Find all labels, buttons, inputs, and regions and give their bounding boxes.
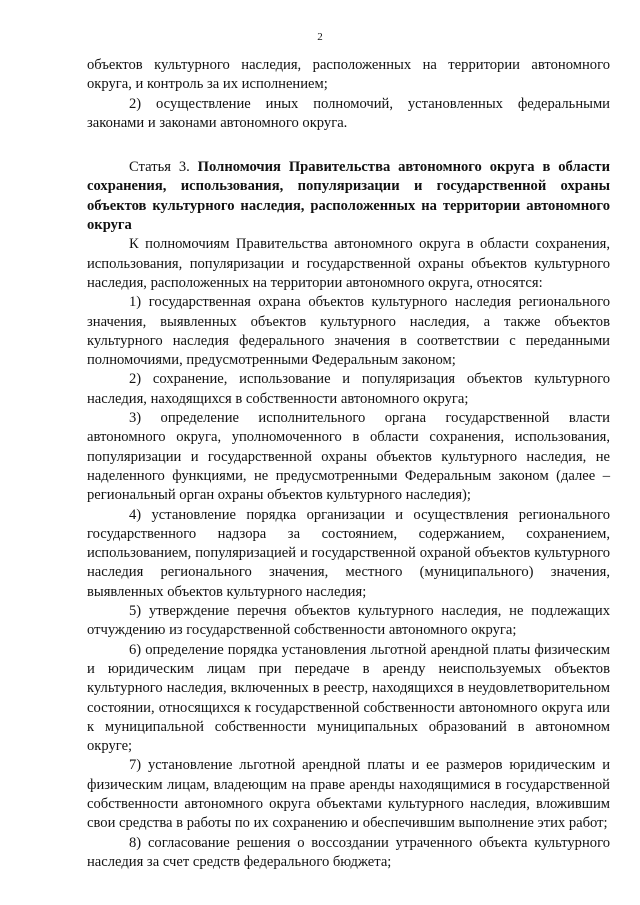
article-item-2: 2) сохранение, использование и популяризация объектов культурного наследия, находящихся в собственности автономного округа; <box>87 371 610 407</box>
article-item-5: 5) утверждение перечня объектов культурного наследия, не подлежащих отчуждению из государственной собственности автономного округа; <box>87 603 610 639</box>
paragraph-continuation: объектов культурного наследия, расположенных на территории автономного округа, и контроль за их исполнением; <box>87 57 610 93</box>
article-item-6: 6) определение порядка установления льготной арендной платы физическим и юридическим лицам при передаче в аренду неиспользуемых объектов культурного наследия, включенных в реестр, находящихся в неудовлетворительном состоянии, относящихся к государственной собственности автономного округа или к муниципальной собственности муниципальных образований в автономном округе; <box>87 641 610 755</box>
page-number: 2 <box>317 31 323 43</box>
article-item-1: 1) государственная охрана объектов культурного наследия регионального значения, выявленных объектов культурного наследия, а также объектов культурного наследия федерального значения в соответствии с переданными полномочиями, предусмотренными Федеральным законом; <box>87 294 610 369</box>
article-item-3: 3) определение исполнительного органа государственной власти автономного округа, уполномоченного в области сохранения, использования, популяризации и государственной охраны объектов культурного наследия, не наделенного функциями, не предусмотренными Федеральным законом (далее – региональный орган охраны объектов культурного наследия); <box>87 410 610 504</box>
article-item-4: 4) установление порядка организации и осуществления регионального государственного надзора за состоянием, содержанием, сохранением, использованием, популяризацией и государственной охраной объектов культурного наследия регионального значения, местного (муниципального) значения, выявленных объектов культурного наследия; <box>87 506 610 600</box>
article-item-7: 7) установление льготной арендной платы и ее размеров юридическим и физическим лицам, владеющим на праве аренды находящимися в государственной собственности автономного округа объектами культурного наследия, вложившим свои средства в работы по их сохранению и обеспечившим выполнение этих работ; <box>87 757 610 832</box>
paragraph-item-2: 2) осуществление иных полномочий, установленных федеральными законами и законами автономного округа. <box>87 95 610 131</box>
article-intro: К полномочиям Правительства автономного округа в области сохранения, использования, популяризации и государственной охраны объектов культурного наследия, расположенных на территории автономного округа, относятся: <box>87 236 610 291</box>
document-body <box>87 56 610 872</box>
article-item-8: 8) согласование решения о воссоздании утраченного объекта культурного наследия за счет средств федерального бюджета; <box>87 834 610 870</box>
article-heading <box>87 158 610 235</box>
article-title: Полномочия Правительства автономного округа в области сохранения, использования, популяризации и государственной охраны объектов культурного наследия, расположенных на территории автономного округа <box>87 159 610 234</box>
article-label: Статья 3. <box>129 159 190 176</box>
